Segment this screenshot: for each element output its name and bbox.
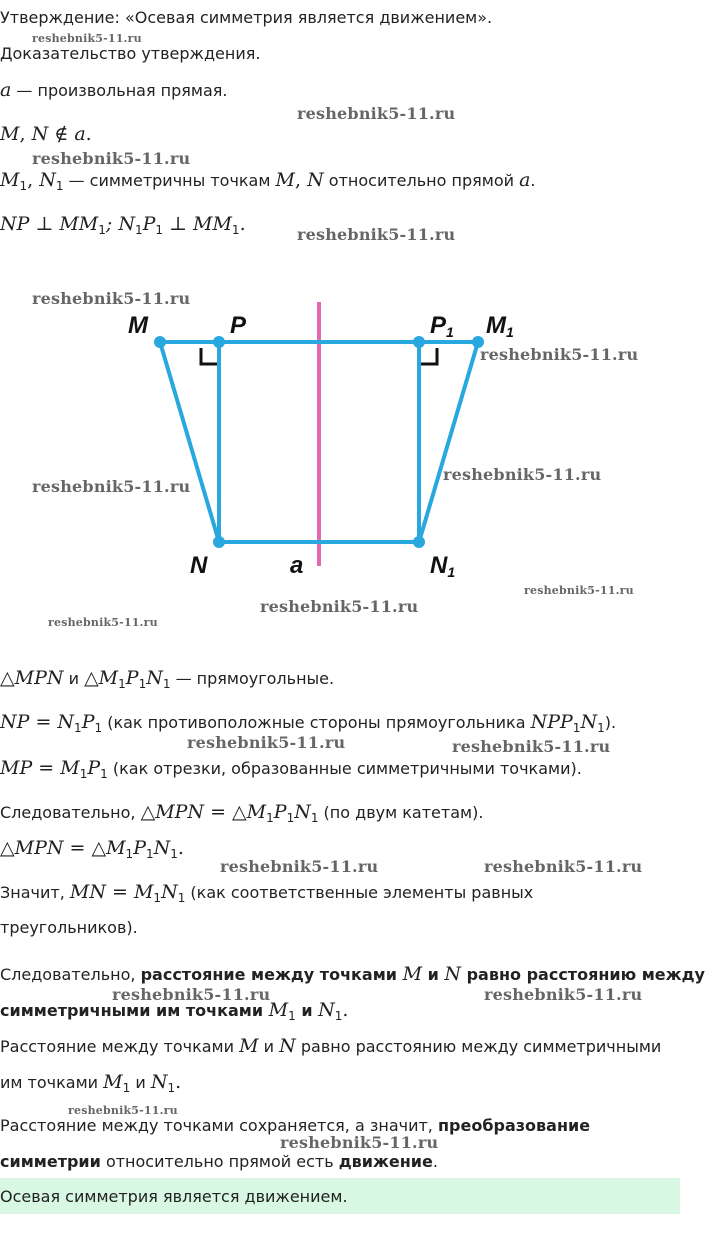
math: N [580,711,598,733]
math: N [146,667,163,689]
sub: 1 [118,677,126,692]
comma: , [294,169,308,191]
watermark: reshebnik5-11.ru [480,345,639,364]
math-M: M [275,169,295,191]
bold-text: движение [338,1152,433,1171]
label-a: a [290,552,304,579]
label-P: P [230,312,247,339]
point-P1 [413,336,425,348]
watermark: reshebnik5-11.ru [32,289,191,308]
math-M1: M [0,169,20,191]
math: N [279,1035,296,1057]
sub: 1 [310,811,319,826]
label-M1: M1 [486,312,514,340]
bold-text: симметричными им точками [0,1001,269,1020]
watermark: reshebnik5-11.ru [187,733,346,752]
conclusion-box [0,1178,680,1214]
text: Значит, [0,883,70,902]
sub: 1 [100,767,108,782]
math: N [294,801,311,823]
bold-text: и [295,1001,319,1020]
sub: 1 [134,223,143,238]
sub: 1 [170,847,178,862]
math: ; N [105,213,135,235]
right-angle-P [201,348,217,364]
watermark: reshebnik5-11.ru [280,1133,439,1152]
math: △MPN [0,667,64,689]
segment-M1N1 [419,342,478,542]
math: N [318,999,335,1021]
math: △M [84,667,119,689]
sub: 1 [145,847,154,862]
text: и [130,1073,151,1092]
bold-text: расстояние между точками [140,965,403,984]
math: P [125,667,139,689]
sub: 1 [98,223,106,238]
label-M: M [128,312,148,339]
sub: 1 [122,1081,131,1096]
watermark: reshebnik5-11.ru [32,32,142,45]
sub: 1 [288,1009,296,1024]
segment-MN [160,342,219,542]
watermark: reshebnik5-11.ru [484,985,643,1004]
point-P [213,336,225,348]
math-a: a [0,79,12,101]
text: (по двум катетам). [318,803,484,822]
math: M [239,1035,259,1057]
text: Расстояние между точками [0,1037,240,1056]
bold-text: преобразование [437,1116,591,1135]
label-N: N [190,552,208,579]
label-sub: 1 [447,564,456,580]
text: Следовательно, [0,803,141,822]
perpendicular-line [0,214,246,240]
dot: . [175,1071,182,1093]
math: N [153,837,171,859]
label-sub: 1 [446,324,454,340]
watermark: reshebnik5-11.ru [48,616,158,629]
sub: 1 [74,721,82,736]
text: и [258,1037,280,1056]
text-line: треугольников). [0,918,138,937]
math: M [268,999,289,1021]
watermark: reshebnik5-11.ru [443,465,602,484]
dot: . [432,1152,438,1171]
conclusion-line-1 [0,964,705,985]
watermark: reshebnik5-11.ru [32,477,191,496]
math: NP = N [0,711,75,733]
sub: 1 [153,891,162,906]
bold-text: равно расстоянию между [461,965,705,984]
sub: 1 [266,811,274,826]
mn-equality-line [0,882,533,908]
math: M [402,963,423,985]
watermark: reshebnik5-11.ru [297,104,456,123]
sub: 1 [231,223,240,238]
text: относительно прямой есть [100,1152,339,1171]
dot: . [177,837,184,859]
right-triangles-line [0,668,334,694]
math: N [161,881,178,903]
sub: 1 [19,179,28,194]
text: и [63,669,85,688]
label-sub: 1 [506,324,514,340]
motion-line-2 [0,1152,438,1172]
sub: 1 [155,223,164,238]
dot: . [530,171,536,190]
triangles-equal-line [0,802,483,828]
text: Расстояние между точками сохраняется, а значит, [0,1116,438,1135]
comma: , [27,169,40,191]
sub: 1 [286,811,295,826]
text: равно расстоянию между симметричными [295,1037,662,1056]
proof-heading: Доказательство утверждения. [0,44,261,63]
math: NPP [530,711,573,733]
watermark: reshebnik5-11.ru [260,597,419,616]
mp-equality-line [0,758,582,784]
math: P [87,757,101,779]
sub: 1 [334,1009,343,1024]
sub: 1 [94,721,103,736]
geometry-figure [0,290,680,590]
dot: . [85,123,92,145]
watermark: reshebnik5-11.ru [297,225,456,244]
dot: . [239,213,246,235]
point-N1 [413,536,425,548]
math-N: N [307,169,324,191]
conclusion-text: Осевая симметрия является движением. [0,1187,348,1206]
dot: . [342,999,349,1021]
line-a-definition [0,80,228,101]
right-angle-P1 [421,348,437,364]
text: — произвольная прямая. [11,81,228,100]
sub: 1 [55,179,64,194]
sub: 1 [177,891,186,906]
math-M: M [0,123,20,145]
text: (как соответственные элементы равных [185,883,534,902]
watermark: reshebnik5-11.ru [68,1104,178,1117]
math: P [81,711,95,733]
points-not-on-line [0,124,92,145]
sub: 1 [597,721,605,736]
math-np-perp: NP ⊥ MM [0,213,99,235]
math: MP = M [0,757,80,779]
math-N1: N [39,169,56,191]
notin-symbol: ∉ [48,123,75,145]
text: Следовательно, [0,965,141,984]
bold-text: симметрии [0,1152,101,1171]
point-M [154,336,166,348]
sub: 1 [125,847,134,862]
point-N [213,536,225,548]
text: ). [604,713,617,732]
triangles-equal-formula [0,838,184,864]
text: относительно прямой [323,171,520,190]
bold-text: и [422,965,445,984]
distance-line-2 [0,1072,181,1098]
math: △MPN = △M [140,801,267,823]
math: ⊥ MM [163,213,232,235]
math: MN = M [69,881,154,903]
math: N [150,1071,168,1093]
text: им точками [0,1073,104,1092]
sub: 1 [79,767,88,782]
math: P [142,213,156,235]
sub: 1 [162,677,171,692]
math: P [133,837,146,859]
text: — прямоугольные. [170,669,335,688]
math-N: N [31,123,49,145]
text: (как отрезки, образованные симметричными точками). [107,759,582,778]
math: N [444,963,462,985]
watermark: reshebnik5-11.ru [484,857,643,876]
sub: 1 [572,721,581,736]
sub: 1 [138,677,147,692]
comma: , [19,123,32,145]
math-a: a [74,123,86,145]
label-P1: P1 [430,312,454,340]
statement-text: Утверждение: «Осевая симметрия является движением». [0,8,493,27]
text: (как противоположные стороны прямоугольника [102,713,531,732]
symmetric-points-line [0,170,536,196]
watermark: reshebnik5-11.ru [112,985,271,1004]
watermark: reshebnik5-11.ru [220,857,379,876]
math-a: a [519,169,531,191]
watermark: reshebnik5-11.ru [452,737,611,756]
math: M [103,1071,123,1093]
watermark: reshebnik5-11.ru [32,149,191,168]
label-N1: N1 [430,552,456,580]
distance-line-1 [0,1036,661,1057]
watermark: reshebnik5-11.ru [524,584,634,597]
text: — симметричны точкам [63,171,276,190]
sub: 1 [167,1081,176,1096]
math: P [273,801,287,823]
math: △MPN = △M [0,837,126,859]
